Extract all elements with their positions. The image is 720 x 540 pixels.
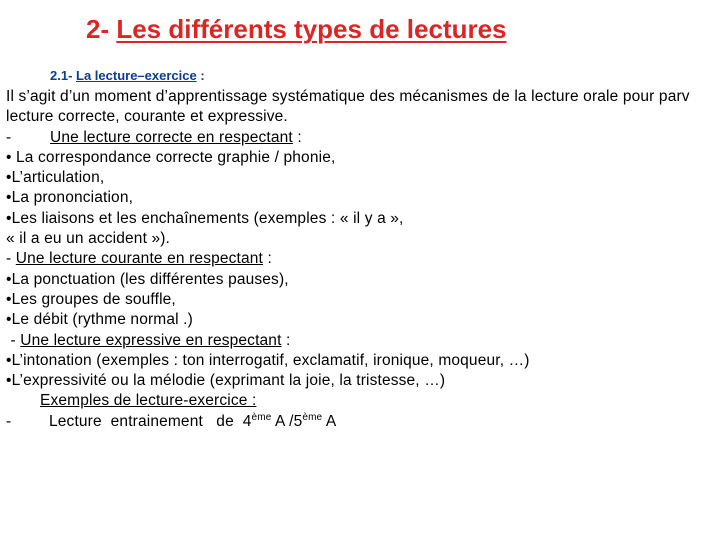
section-heading-expressive [6, 331, 720, 351]
heading-text: Une lecture expressive en respectant [20, 331, 282, 349]
subtitle-number: 2.1- [50, 68, 77, 83]
example-sup-1: ème [251, 411, 272, 423]
examples-item [6, 412, 720, 432]
heading-colon: : [263, 250, 272, 268]
section-heading-correct [6, 128, 720, 148]
document-body [6, 87, 720, 432]
list-item: •L’expressivité ou la mélodie (exprimant la joie, la tristesse, …) [6, 372, 446, 390]
intro-line-2: lecture correcte, courante et expressive. [6, 108, 288, 126]
section-subtitle [50, 68, 205, 83]
example-prefix: Lecture entrainement de 4 [49, 412, 252, 430]
list-item: •Le débit (rythme normal .) [6, 311, 193, 329]
list-item: •Les liaisons et les enchaînements (exemples : « il y a », [6, 209, 404, 227]
list-item: •Les groupes de souffle, [6, 290, 176, 308]
intro-line-1: Il s’agit d’un moment d’apprentissage systématique des mécanismes de la lecture orale pour parv [6, 88, 690, 105]
heading-text: Une lecture correcte en respectant [50, 128, 293, 146]
list-item: • La correspondance correcte graphie / phonie, [6, 148, 336, 166]
title-number: 2- [86, 14, 117, 44]
subtitle-suffix: : [196, 68, 205, 83]
list-item: •La prononciation, [6, 189, 134, 207]
dash-bullet: - [6, 331, 21, 349]
page-title [86, 14, 506, 45]
example-sup-2: ème [302, 411, 323, 423]
example-suffix: A [322, 412, 337, 430]
dash-bullet: - [6, 250, 16, 268]
section-heading-courante [6, 249, 720, 269]
list-item: •L’intonation (exemples : ton interrogatif, exclamatif, ironique, moqueur, …) [6, 351, 530, 369]
list-item: « il a eu un accident »). [6, 230, 171, 248]
dash-bullet: - [6, 128, 12, 146]
example-mid: A /5 [271, 412, 303, 430]
title-text: Les différents types de lectures [116, 14, 507, 44]
examples-heading [6, 391, 720, 411]
examples-heading-text: Exemples de lecture-exercice : [40, 392, 257, 410]
heading-text: Une lecture courante en respectant [15, 250, 264, 268]
subtitle-text: La lecture–exercice [76, 68, 197, 83]
list-item: •L’articulation, [6, 169, 105, 187]
heading-colon: : [281, 331, 291, 349]
list-item: •La ponctuation (les différentes pauses), [6, 270, 289, 288]
heading-colon: : [292, 128, 302, 146]
dash-bullet: - [6, 412, 12, 430]
